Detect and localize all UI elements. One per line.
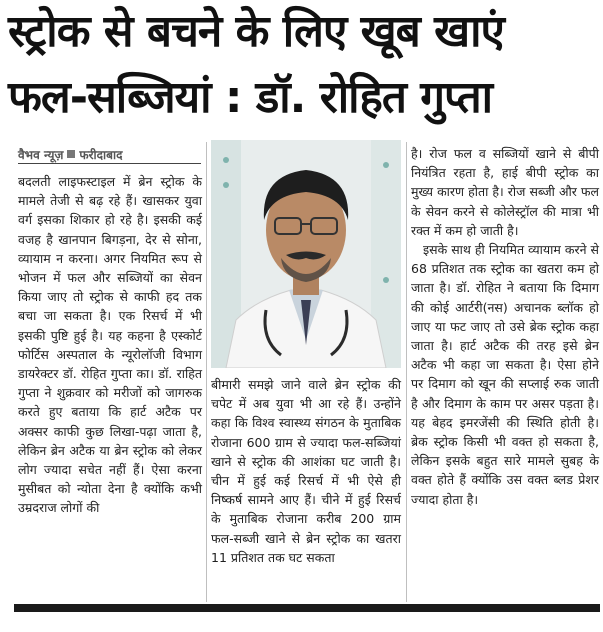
article-column-3 (411, 144, 599, 509)
paragraph: इसके साथ ही नियमित व्यायाम करने से 68 प्रतिशत तक स्ट्रोक का खतरा कम हो जाता है। डॉ. रोहित ने बताया कि दिमाग की कोई आर्टरी(नस) अचानक ब्लॉक हो जाए या फट जाए तो उसे ब्रेक स्ट्रोक कहा जाता है। हार्ट अटैक की तरह इसे ब्रेन अटैक भी कहा जा सकता है। ऐसा होने पर दिमाग को खून की सप्लाई रुक जाती है और दिमाग के काम पर असर पड़ता है। यह बेहद इमरजेंसी की स्थिति होती है। ब्रेक स्ट्रोक किसी भी वक्त हो सकता है, लेकिन इसके बहुत सारे मामले सुबह के वक्त होते हैं क्योंकि उस वक्त ब्लड प्रेशर ज्यादा होता है। (411, 242, 599, 507)
bottom-rule (14, 604, 600, 612)
headline-line-1: स्ट्रोक से बचने के लिए खूब खाएं (8, 6, 504, 57)
doctor-photo (211, 140, 401, 368)
column-divider (406, 142, 407, 602)
byline (18, 146, 122, 163)
square-bullet-icon (67, 150, 75, 158)
article-column-2 (211, 375, 401, 567)
byline-location: फरीदाबाद (79, 148, 123, 162)
paragraph: है। रोज फल व सब्जियों खाने से बीपी नियंत्रित रहता है, हाई बीपी स्ट्रोक का मुख्य कारण होता है। रोज सब्जी और फल के सेवन करने से कोलेस्ट्रॉल की मात्रा भी रक्त में कम हो जाती है। (411, 146, 599, 238)
portrait-illustration (211, 140, 401, 368)
paragraph: बदलती लाइफस्टाइल में ब्रेन स्ट्रोक के मामले तेजी से बढ़ रहे हैं। खासकर युवा वर्ग इसका शिकार हो रहे है। इसकी कई वजह है खानपान बिगड़ना, देर से सोना, व्यायाम न करना। अगर नियमित रूप से भोजन में फल और सब्जियों का सेवन किया जाए तो स्ट्रोक से काफी हद तक बचा जा सकता है। एक रिसर्च में भी इसकी पुष्टि हुई है। यह कहना है एस्कोर्ट फोर्टिस अस्पताल के न्यूरोलॉजी विभाग डायरेक्टर डॉ. रोहित गुप्ता का। डॉ. राहित गुप्ता ने शुक्रवार को मरीजों को जागरुक करते हुए बताया कि हार्ट अटैक पर अक्सर काफी कुछ लिखा-पढ़ा जाता है, लेकिन ब्रेन अटैक या ब्रेन स्ट्रोक को लेकर लोग ज्यादा सचेत नहीं हैं। ऐसा करना मुसीबत को न्योता देना है क्योंकि कभी उम्रदराज लोगों की (18, 174, 202, 516)
headline-line-2: फल-सब्जियां : डॉ. रोहित गुप्ता (8, 72, 493, 123)
column-divider (206, 142, 207, 602)
paragraph: बीमारी समझे जाने वाले ब्रेन स्ट्रोक की चपेट में अब युवा भी आ रहे हैं। उन्होंने कहा कि विश्व स्वास्थ्य संगठन के मुताबिक रोजाना 600 ग्राम से ज्यादा फल-सब्जियां खाने से स्ट्रोक की आशंका घट जाती है। चीन में हुई कई रिसर्च में भी ऐसे ही निष्कर्ष सामने आए हैं। चीने में हुई रिसर्च के मुताबिक रोजाना करीब 200 ग्राम फल-सब्जी खाने से ब्रेन स्ट्रोक का खतरा 11 प्रतिशत तक घट सकता (211, 377, 401, 565)
article-column-1 (18, 172, 202, 518)
byline-rule (18, 163, 201, 164)
byline-bureau: वैभव न्यूज़ (18, 148, 64, 162)
